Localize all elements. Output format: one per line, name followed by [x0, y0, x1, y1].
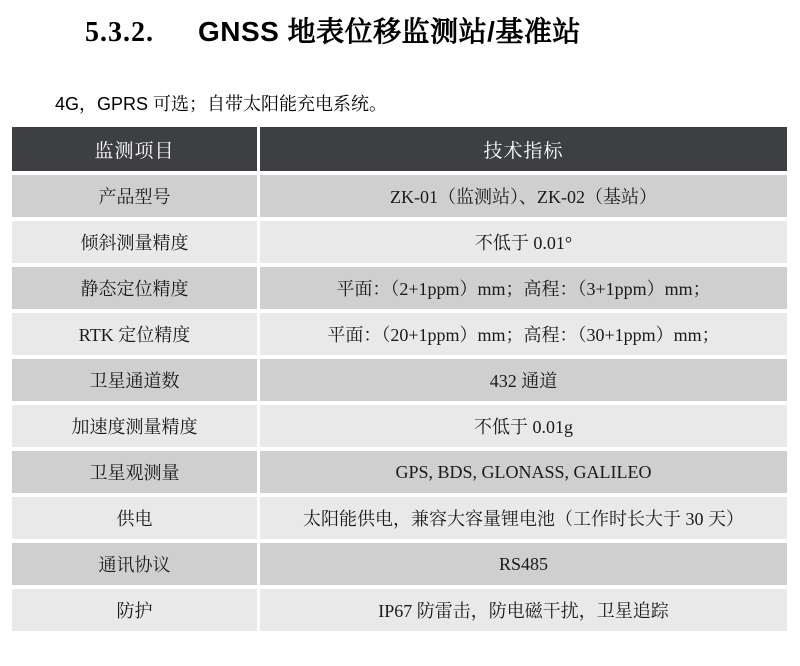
item-cell: 产品型号: [12, 175, 257, 217]
table-row: [12, 497, 787, 539]
item-cell: 供电: [12, 497, 257, 539]
header-row: [12, 127, 787, 171]
column-header-value: 技术指标: [260, 127, 787, 171]
item-cell: 倾斜测量精度: [12, 221, 257, 263]
item-cell: 防护: [12, 589, 257, 631]
table-row: [12, 267, 787, 309]
item-cell: 卫星观测量: [12, 451, 257, 493]
value-cell: 平面：（2+1ppm）mm；高程：（3+1ppm）mm；: [260, 267, 787, 309]
value-cell: 不低于 0.01g: [260, 405, 787, 447]
table-row: [12, 221, 787, 263]
table-row: [12, 175, 787, 217]
spec-table-head: [12, 127, 787, 171]
item-cell: 静态定位精度: [12, 267, 257, 309]
table-row: [12, 313, 787, 355]
item-cell: 通讯协议: [12, 543, 257, 585]
intro-text: 4G，GPRS 可选；自带太阳能充电系统。: [55, 94, 388, 114]
value-cell: RS485: [260, 543, 787, 585]
table-row: [12, 543, 787, 585]
value-cell: GPS, BDS, GLONASS, GALILEO: [260, 451, 787, 493]
value-cell: 432 通道: [260, 359, 787, 401]
table-row: [12, 405, 787, 447]
item-cell: 加速度测量精度: [12, 405, 257, 447]
table-row: [12, 451, 787, 493]
section-title: GNSS 地表位移监测站/基准站: [198, 16, 581, 47]
spec-table: [9, 123, 790, 635]
section-number: 5.3.2.: [85, 17, 154, 48]
item-cell: RTK 定位精度: [12, 313, 257, 355]
value-cell: ZK-01（监测站）、ZK-02（基站）: [260, 175, 787, 217]
section-heading: [0, 0, 800, 51]
column-header-item: 监测项目: [12, 127, 257, 171]
spec-table-body: [12, 175, 787, 631]
value-cell: 平面：（20+1ppm）mm；高程：（30+1ppm）mm；: [260, 313, 787, 355]
table-row: [12, 589, 787, 631]
table-row: [12, 359, 787, 401]
value-cell: IP67 防雷击，防电磁干扰，卫星追踪: [260, 589, 787, 631]
value-cell: 太阳能供电，兼容大容量锂电池（工作时长大于 30 天）: [260, 497, 787, 539]
value-cell: 不低于 0.01°: [260, 221, 787, 263]
item-cell: 卫星通道数: [12, 359, 257, 401]
